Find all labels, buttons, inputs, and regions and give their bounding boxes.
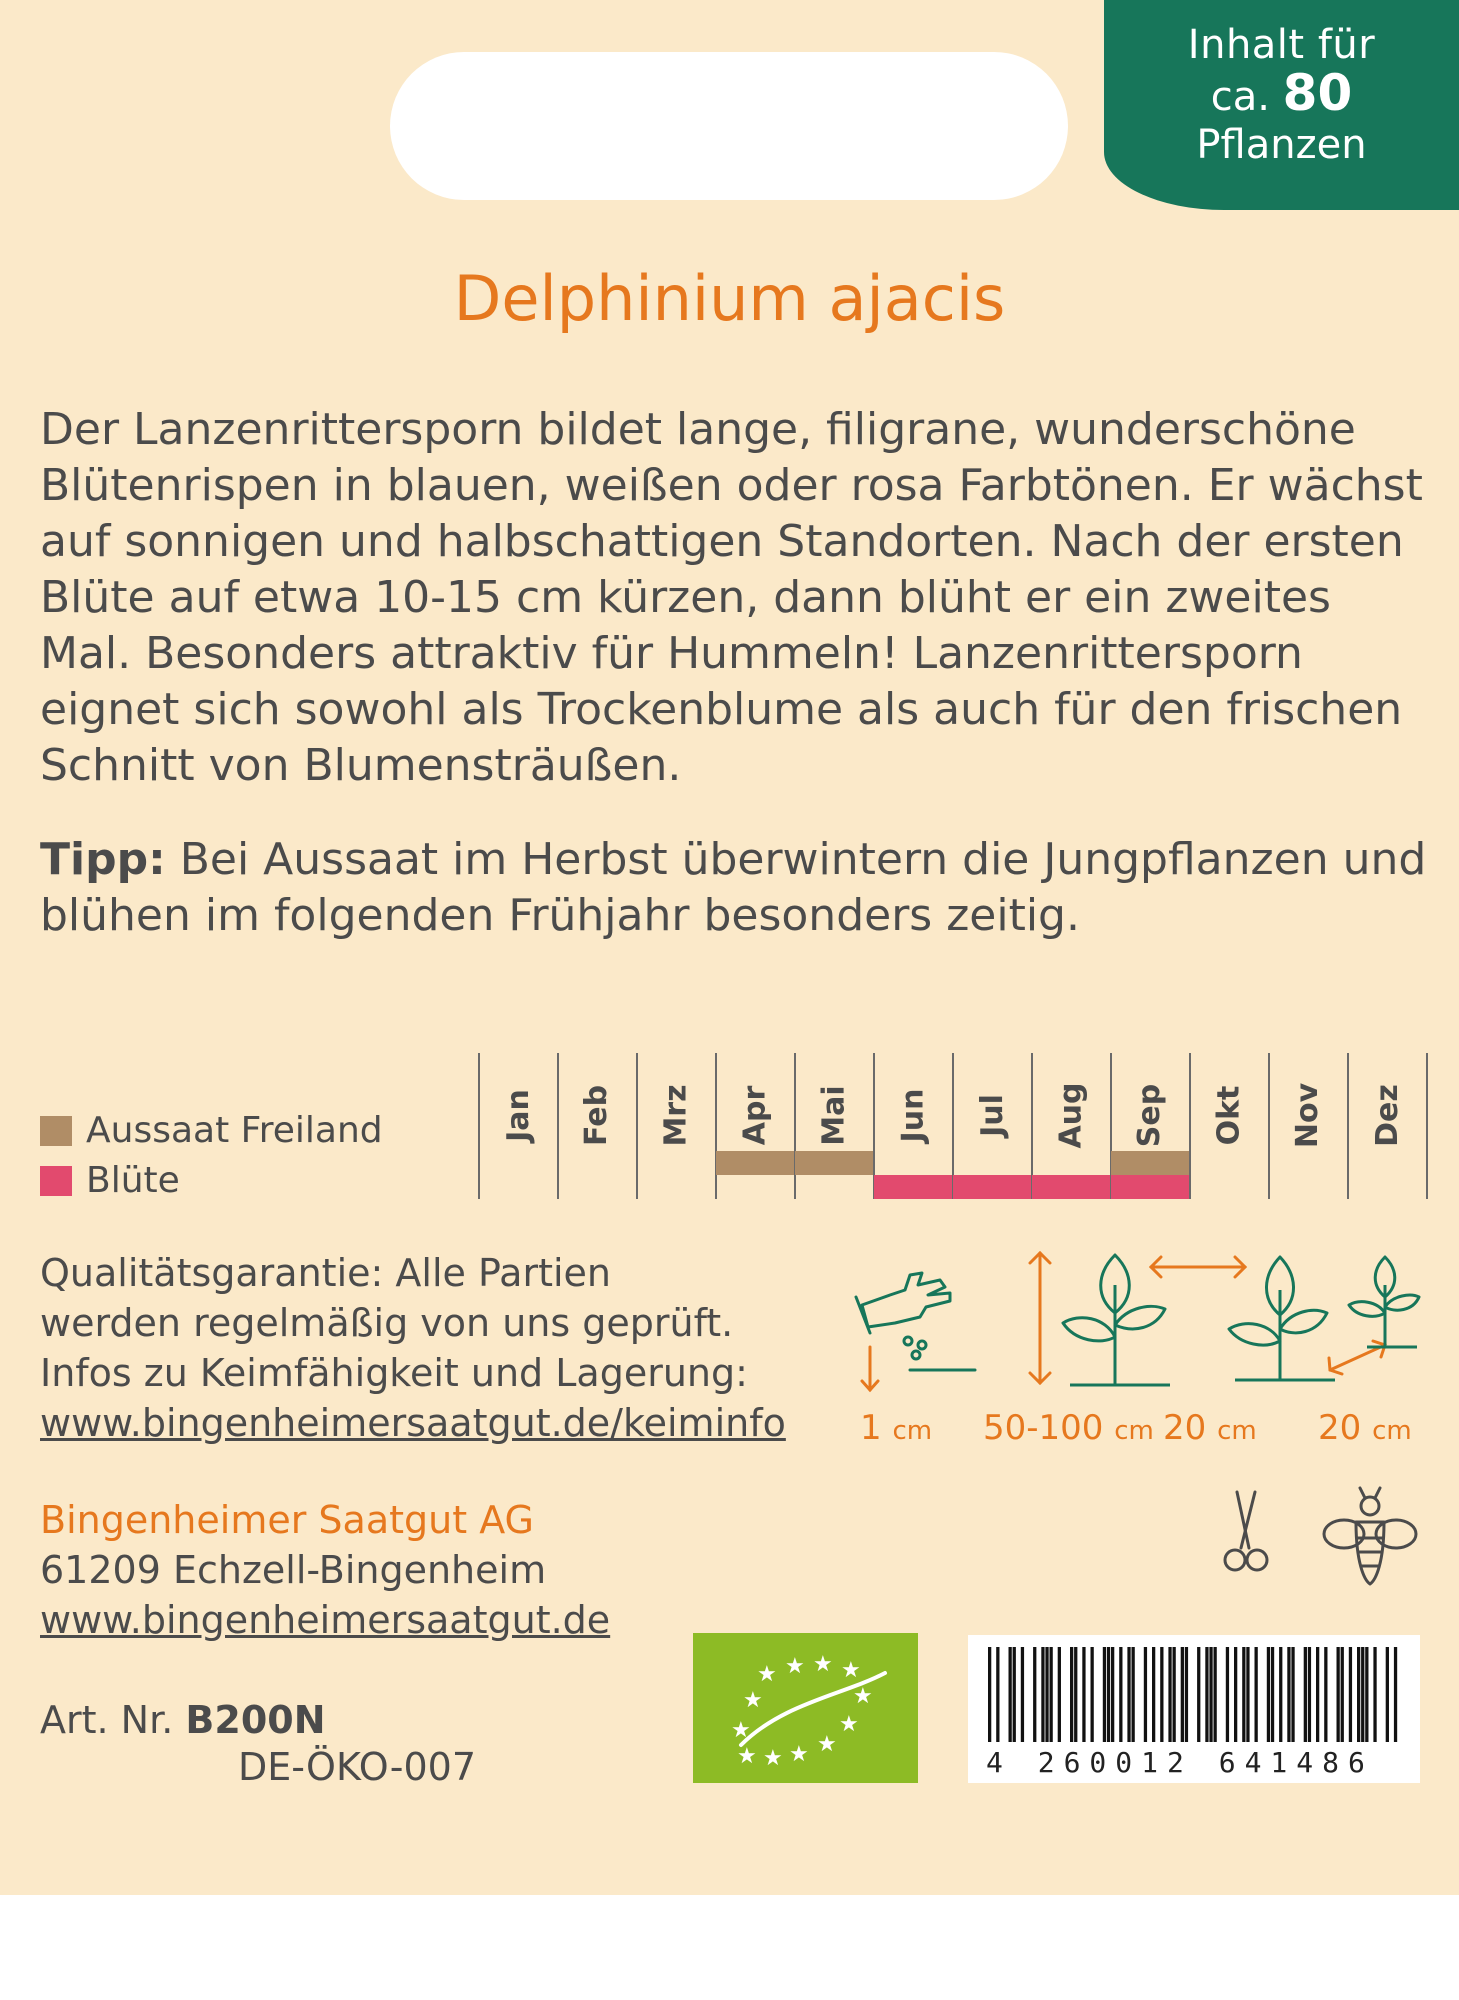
month-label xyxy=(972,1087,1012,1143)
svg-text:★: ★ xyxy=(839,1712,859,1737)
bloom-bar-sep xyxy=(1111,1175,1189,1199)
barcode-bar xyxy=(1132,1647,1135,1742)
barcode-bar xyxy=(1111,1647,1114,1742)
barcode-bar xyxy=(1013,1647,1016,1742)
barcode-bar xyxy=(1279,1647,1282,1742)
barcode-bar xyxy=(1234,1647,1237,1742)
depth-measure xyxy=(860,1408,932,1448)
bloom-bar-aug xyxy=(1032,1175,1110,1199)
badge-line-1: Inhalt für xyxy=(1187,22,1376,68)
month-label-text: Dez xyxy=(1369,1083,1405,1147)
quality-line-3: Infos zu Keimfähigkeit und Lagerung: xyxy=(40,1351,748,1395)
barcode-bar xyxy=(1255,1647,1258,1742)
month-label xyxy=(1051,1081,1091,1149)
barcode-bar xyxy=(1185,1647,1188,1742)
barcode-bar xyxy=(1045,1647,1048,1742)
quality-info xyxy=(40,1248,786,1448)
svg-text:★: ★ xyxy=(853,1684,873,1709)
month-label xyxy=(735,1087,775,1143)
barcode-bar xyxy=(1242,1647,1245,1742)
legend-sowing xyxy=(40,1110,383,1151)
barcode-bar xyxy=(1050,1647,1053,1742)
tip-paragraph xyxy=(40,832,1430,944)
barcode-bar xyxy=(1357,1647,1360,1742)
month-label-text: Nov xyxy=(1290,1082,1326,1148)
month-label-text: Mrz xyxy=(658,1083,694,1147)
barcode-bar xyxy=(1361,1647,1364,1742)
barcode-bar xyxy=(1009,1647,1012,1742)
article-number xyxy=(40,1695,326,1745)
company-address: 61209 Echzell-Bingenheim xyxy=(40,1548,547,1592)
barcode-bar xyxy=(996,1647,999,1742)
legend-bloom xyxy=(40,1160,180,1201)
month-label-text: Sep xyxy=(1132,1083,1168,1147)
month-column-nov xyxy=(1268,1053,1347,1199)
month-column-mrz xyxy=(636,1053,715,1199)
sowing-bar-mai xyxy=(795,1151,873,1175)
barcode-number: 4 260012 641486 xyxy=(986,1746,1374,1779)
legend-label-bloom: Blüte xyxy=(86,1160,180,1201)
barcode-bar xyxy=(1070,1647,1073,1742)
barcode-bars xyxy=(988,1647,1398,1742)
barcode-bar xyxy=(1349,1647,1352,1742)
month-column-mai xyxy=(794,1053,873,1199)
month-label-text: Okt xyxy=(1211,1085,1247,1145)
barcode-bar xyxy=(1119,1647,1122,1742)
month-label-text: Feb xyxy=(579,1084,615,1146)
svg-text:★: ★ xyxy=(737,1744,757,1769)
barcode-bar xyxy=(1324,1647,1327,1742)
barcode-bar xyxy=(1308,1647,1311,1742)
barcode-bar xyxy=(1271,1647,1274,1742)
row-spacing-value: 20 xyxy=(1318,1408,1362,1448)
barcode-bar xyxy=(1181,1647,1184,1742)
hang-hole xyxy=(390,52,1068,200)
barcode-bar xyxy=(1144,1647,1147,1742)
svg-text:★: ★ xyxy=(817,1732,837,1757)
company-website[interactable]: www.bingenheimersaatgut.de xyxy=(40,1598,611,1642)
row-spacing-unit: cm xyxy=(1372,1416,1412,1446)
barcode-bar xyxy=(1341,1647,1344,1742)
svg-text:★: ★ xyxy=(789,1742,809,1767)
month-label xyxy=(814,1084,854,1146)
legend-swatch-bloom xyxy=(40,1166,72,1196)
month-label xyxy=(577,1084,617,1146)
barcode-bar xyxy=(1168,1647,1171,1742)
month-label-text: Jun xyxy=(895,1088,931,1142)
eu-leaf-stars-icon xyxy=(693,1633,918,1783)
product-description: Der Lanzenrittersporn bildet lange, filigrane, wunderschöne Blütenrispen in blauen, weißen oder rosa Farbtönen. Er wächst auf sonnigen und halbschattigen Standorten. Nach der ersten Blüte auf etwa 10-15 cm kürzen, dann blüht er ein zweites Mal. Besonders attraktiv für Hummeln! Lanzenrittersporn eignet sich sowohl als Trockenblume als auch für den frischen Schnitt von Blumensträußen. xyxy=(40,404,1423,791)
month-label xyxy=(498,1087,538,1143)
tip-text: Bei Aussaat im Herbst überwintern die Jungpflanzen und blühen im folgenden Frühjahr besonders zeitig. xyxy=(40,834,1427,941)
badge-number: 80 xyxy=(1282,64,1353,122)
quality-line-2: werden regelmäßig von uns geprüft. xyxy=(40,1301,734,1345)
barcode-bar xyxy=(1127,1647,1130,1742)
barcode-bar xyxy=(1082,1647,1085,1742)
barcode-bar xyxy=(1246,1647,1249,1742)
barcode-bar xyxy=(1394,1647,1397,1742)
month-column-jan xyxy=(478,1053,557,1199)
spacing-measure xyxy=(1163,1408,1257,1448)
article-code: B200N xyxy=(185,1698,326,1742)
barcode xyxy=(968,1635,1420,1783)
quality-line-1: Qualitätsgarantie: Alle Partien xyxy=(40,1251,612,1295)
spacing-value: 20 xyxy=(1163,1408,1207,1448)
barcode-bar xyxy=(1304,1647,1307,1742)
eu-organic-logo xyxy=(693,1633,918,1783)
svg-text:★: ★ xyxy=(757,1662,777,1687)
svg-text:★: ★ xyxy=(841,1658,861,1683)
month-label xyxy=(1130,1083,1170,1147)
calendar-end-line xyxy=(1426,1053,1428,1199)
barcode-bar xyxy=(1197,1647,1200,1742)
month-label xyxy=(656,1083,696,1147)
svg-text:★: ★ xyxy=(763,1746,783,1771)
barcode-bar xyxy=(1386,1647,1389,1742)
barcode-bar xyxy=(1316,1647,1319,1742)
eco-control-code: DE-ÖKO-007 xyxy=(238,1745,477,1789)
barcode-bar xyxy=(1205,1647,1208,1742)
svg-text:★: ★ xyxy=(813,1652,833,1677)
quality-link[interactable]: www.bingenheimersaatgut.de/keiminfo xyxy=(40,1401,786,1445)
bloom-bar-jun xyxy=(874,1175,952,1199)
barcode-bar xyxy=(1287,1647,1290,1742)
badge-prefix: ca. xyxy=(1210,74,1270,120)
sowing-bar-apr xyxy=(716,1151,794,1175)
month-label-text: Aug xyxy=(1053,1081,1089,1149)
badge-line-2 xyxy=(1104,64,1459,122)
barcode-bar xyxy=(1152,1647,1155,1742)
barcode-bar xyxy=(1226,1647,1229,1742)
month-label-text: Mai xyxy=(816,1084,852,1146)
barcode-bar xyxy=(1291,1647,1294,1742)
barcode-bar xyxy=(1365,1647,1368,1742)
barcode-bar xyxy=(1337,1647,1340,1742)
month-label-text: Jul xyxy=(974,1093,1010,1137)
svg-text:★: ★ xyxy=(731,1718,751,1743)
content-badge xyxy=(1104,0,1459,210)
barcode-bar xyxy=(1021,1647,1024,1742)
month-label xyxy=(1367,1083,1407,1147)
packet-bottom-edge xyxy=(0,1895,1459,2000)
month-label-text: Jan xyxy=(500,1088,536,1142)
month-column-feb xyxy=(557,1053,636,1199)
height-value: 50-100 xyxy=(983,1408,1104,1448)
plant-spacing-icon xyxy=(1145,1245,1425,1390)
depth-unit: cm xyxy=(892,1416,933,1446)
company-name: Bingenheimer Saatgut AG xyxy=(40,1498,534,1542)
barcode-bar xyxy=(1091,1647,1094,1742)
barcode-bar xyxy=(1160,1647,1163,1742)
barcode-bar xyxy=(1041,1647,1044,1742)
barcode-bar xyxy=(1058,1647,1061,1742)
month-label-text: Apr xyxy=(737,1085,773,1145)
legend-swatch-sowing xyxy=(40,1116,72,1146)
month-label xyxy=(1209,1087,1249,1143)
sowing-bar-sep xyxy=(1111,1151,1189,1175)
bloom-bar-jul xyxy=(953,1175,1031,1199)
article-label: Art. Nr. xyxy=(40,1698,174,1742)
height-unit: cm xyxy=(1114,1416,1154,1446)
badge-line-3: Pflanzen xyxy=(1196,122,1367,168)
height-measure xyxy=(983,1408,1154,1448)
month-label xyxy=(1288,1082,1328,1148)
depth-value: 1 xyxy=(860,1408,882,1448)
barcode-bar xyxy=(1267,1647,1270,1742)
company-block xyxy=(40,1495,610,1645)
bee-icon xyxy=(1320,1482,1420,1587)
month-column-okt xyxy=(1189,1053,1268,1199)
spacing-unit: cm xyxy=(1217,1416,1257,1446)
barcode-bar xyxy=(1103,1647,1106,1742)
row-spacing-measure xyxy=(1318,1408,1412,1448)
svg-text:★: ★ xyxy=(743,1688,763,1713)
barcode-bar xyxy=(1373,1647,1376,1742)
barcode-bar xyxy=(1107,1647,1110,1742)
barcode-bar xyxy=(1033,1647,1036,1742)
barcode-bar xyxy=(1209,1647,1212,1742)
tip-label: Tipp: xyxy=(40,834,166,885)
barcode-bar xyxy=(1074,1647,1077,1742)
month-column-apr xyxy=(715,1053,794,1199)
barcode-bar xyxy=(1214,1647,1217,1742)
legend-label-sowing: Aussaat Freiland xyxy=(86,1110,383,1151)
scissors-icon xyxy=(1215,1488,1275,1578)
product-title: Delphinium ajacis xyxy=(453,262,1006,335)
svg-text:★: ★ xyxy=(785,1654,805,1679)
barcode-bar xyxy=(1173,1647,1176,1742)
month-column-dez xyxy=(1347,1053,1426,1199)
barcode-bar xyxy=(988,1647,991,1742)
sowing-depth-icon xyxy=(850,1245,980,1395)
month-label xyxy=(893,1087,933,1143)
